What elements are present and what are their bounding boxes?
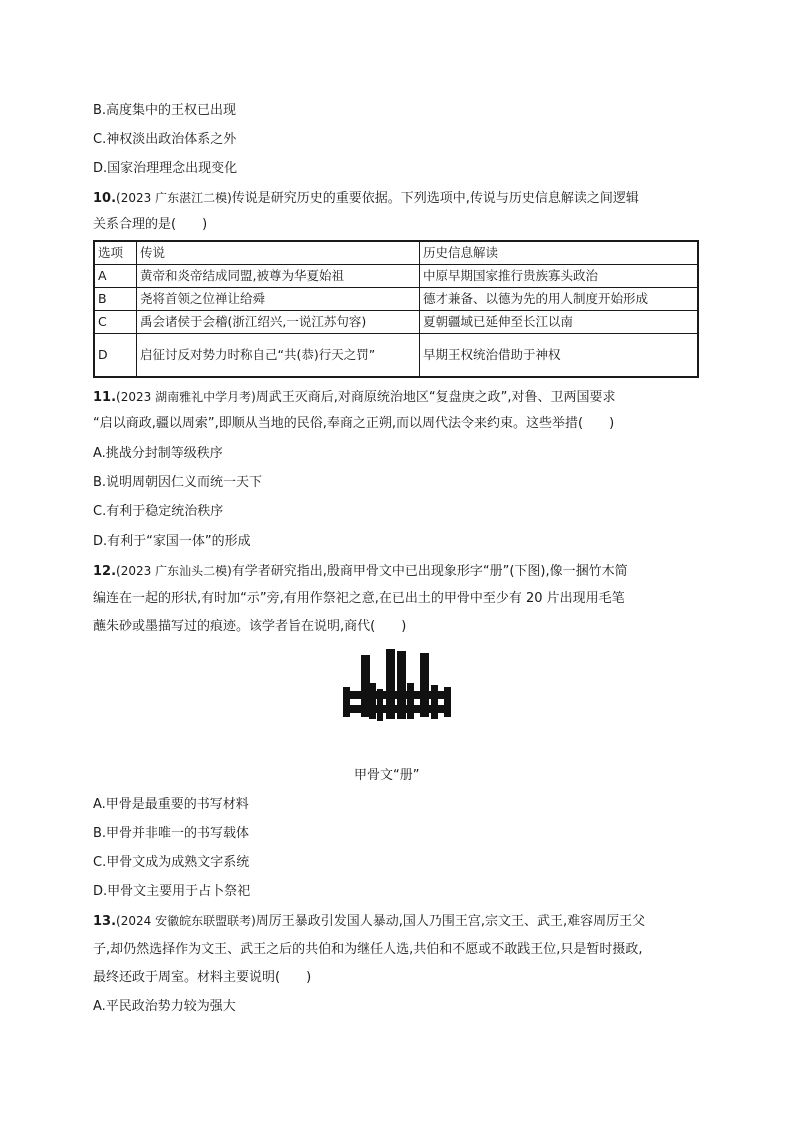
q13-stem-line3: 最终还政于周室。材料主要说明( ) (93, 970, 312, 985)
q11-number: 11. (93, 390, 117, 405)
q11-option-d: D.有利于“家国一体”的形成 (93, 534, 251, 549)
q12-option-d: D.甲骨文主要用于占卜祭祀 (93, 884, 251, 899)
oracle-bone-ce-character-figure (339, 645, 455, 731)
q10-stem-line1 (93, 189, 639, 208)
table-row (94, 264, 698, 287)
q13-option-a: A.平民政治势力较为强大 (93, 999, 236, 1014)
table-cell: B (94, 287, 137, 310)
table-cell: C (94, 310, 137, 333)
table-cell: D (94, 333, 137, 377)
q13-stem-text: 周厉王暴政引发国人暴动,国人乃围王宫,宗文王、武王,难容周厉王父 (255, 914, 646, 929)
table-cell: 早期王权统治借助于神权 (420, 333, 699, 377)
q12-number: 12. (93, 564, 117, 579)
q13-number: 13. (93, 914, 117, 929)
q11-option-b: B.说明周朝因仁义而统一天下 (93, 475, 263, 490)
table-header-cell: 历史信息解读 (420, 241, 699, 264)
table-row (94, 310, 698, 333)
q13-stem-line2: 子,却仍然选择作为文王、武王之后的共伯和为继任人选,共伯和不愿或不敢践王位,只是暂时摄政, (93, 942, 643, 957)
q12-stem-text: 有学者研究指出,殷商甲骨文中已出现象形字“册”(下图),像一捆竹木简 (231, 564, 628, 579)
table-header-cell: 传说 (137, 241, 420, 264)
q9-option-c: C.神权淡出政治体系之外 (93, 132, 237, 147)
q11-source: (2023 湖南雅礼中学月考) (116, 390, 256, 404)
q11-stem-line1 (93, 388, 616, 407)
q11-stem-text: 周武王灭商后,对商原统治地区“复盘庚之政”,对鲁、卫两国要求 (255, 390, 616, 405)
table-cell: 尧将首领之位禅让给舜 (137, 287, 420, 310)
q12-source: (2023 广东汕头二模) (116, 564, 232, 578)
table-row (94, 287, 698, 310)
q10-stem-line2: 关系合理的是( ) (93, 217, 208, 232)
q12-option-b: B.甲骨并非唯一的书写载体 (93, 826, 250, 841)
q13-source: (2024 安徽皖东联盟联考) (116, 914, 256, 928)
q10-table (93, 240, 699, 378)
q10-number: 10. (93, 191, 117, 206)
q12-stem-line1 (93, 562, 628, 581)
q11-stem-line2: “启以商政,疆以周索”,即顺从当地的民俗,奉商之正朔,而以周代法令来约束。这些举措( ) (93, 416, 615, 431)
table-cell: 德才兼备、以德为先的用人制度开始形成 (420, 287, 699, 310)
q10-source: (2023 广东湛江二模) (116, 191, 232, 205)
q11-option-c: C.有利于稳定统治秩序 (93, 504, 224, 519)
table-cell: A (94, 264, 137, 287)
table-cell: 禹会诸侯于会稽(浙江绍兴,一说江苏句容) (137, 310, 420, 333)
table-cell: 启征讨反对势力时称自己“共(恭)行天之罚” (137, 333, 420, 377)
q13-stem-line1 (93, 912, 645, 931)
q11-option-a: A.挑战分封制等级秩序 (93, 446, 223, 461)
q12-option-c: C.甲骨文成为成熟文字系统 (93, 855, 250, 870)
table-header-cell: 选项 (94, 241, 137, 264)
figure-caption: 甲骨文“册” (354, 768, 420, 783)
table-row (94, 333, 698, 377)
q9-option-d: D.国家治理理念出现变化 (93, 161, 238, 176)
table-cell: 夏朝疆域已延伸至长江以南 (420, 310, 699, 333)
table-header-row (94, 241, 698, 264)
table-cell: 黄帝和炎帝结成同盟,被尊为华夏始祖 (137, 264, 420, 287)
table-cell: 中原早期国家推行贵族寡头政治 (420, 264, 699, 287)
q10-stem-text: 传说是研究历史的重要依据。下列选项中,传说与历史信息解读之间逻辑 (231, 191, 639, 206)
q12-option-a: A.甲骨是最重要的书写材料 (93, 797, 249, 812)
q12-stem-line3: 蘸朱砂或墨描写过的痕迹。该学者旨在说明,商代( ) (93, 619, 407, 634)
q12-stem-line2: 编连在一起的形状,有时加“示”旁,有用作祭祀之意,在已出土的甲骨中至少有 20 片出现用毛笔 (93, 591, 625, 606)
q9-option-b: B.高度集中的王权已出现 (93, 103, 237, 118)
